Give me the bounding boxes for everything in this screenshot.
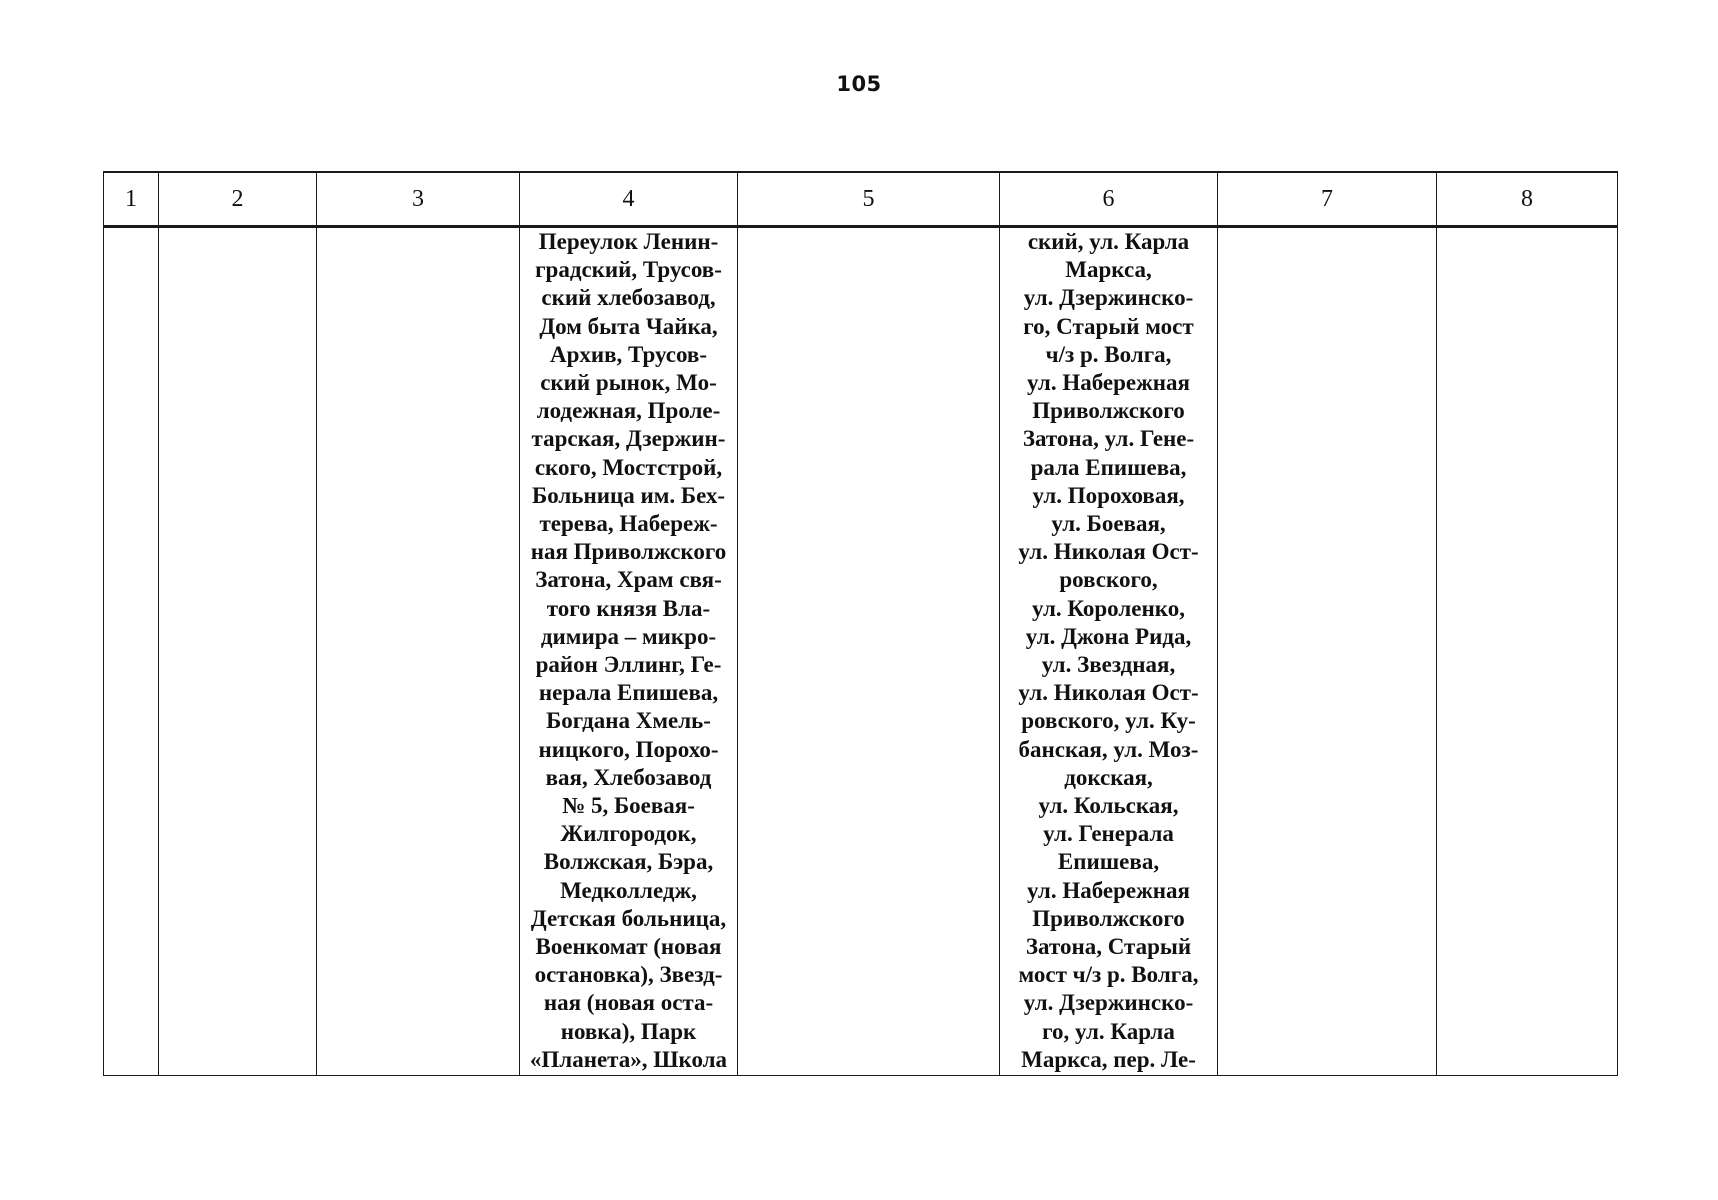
cell-text-line: ул. Дзержинско- <box>1023 990 1194 1016</box>
cell-text-line: Затона, Храм свя- <box>535 567 722 593</box>
cell-text-line: тарская, Дзержин- <box>531 426 726 452</box>
page-number: 105 <box>836 72 882 96</box>
cell-text-line: Богдана Хмель- <box>546 708 711 734</box>
column-header-3: 3 <box>317 172 520 227</box>
cell-text-line: Затона, Старый <box>1025 934 1192 960</box>
cell-text-line: мост ч/з р. Волга, <box>1018 962 1199 988</box>
cell-text-line: ского, Мостстрой, <box>534 454 723 480</box>
cell-text-line: новка), Парк <box>560 1018 697 1044</box>
cell-text-line: ул. Дзержинско- <box>1023 285 1194 311</box>
cell-text-line: № 5, Боевая- <box>562 793 695 819</box>
cell-col5 <box>738 227 1000 1076</box>
cell-text-line: Затона, ул. Гене- <box>1022 426 1195 452</box>
cell-text-line: Детская больница, <box>530 905 727 931</box>
cell-text-line: Больница им. Бех- <box>531 482 725 508</box>
cell-text-line: терева, Набереж- <box>539 511 718 537</box>
cell-text-line: Епишева, <box>1057 849 1160 875</box>
cell-text-line: Жилгородок, <box>560 821 697 847</box>
cell-text-line: лодежная, Проле- <box>536 398 721 424</box>
cell-text-line: ная (новая оста- <box>543 990 714 1016</box>
cell-col1 <box>104 227 159 1076</box>
cell-text-line: рала Епишева, <box>1030 454 1187 480</box>
cell-text-line: ский рынок, Мо- <box>540 370 717 396</box>
cell-col3 <box>317 227 520 1076</box>
cell-text-line: ницкого, Порохо- <box>538 736 719 762</box>
cell-text-line: ул. Звездная, <box>1041 652 1176 678</box>
cell-text-line: ул. Кольская, <box>1038 793 1179 819</box>
cell-text-line: ная Приволжского <box>530 539 727 565</box>
cell-text-line: ул. Пороховая, <box>1032 482 1185 508</box>
cell-text-line: го, ул. Карла <box>1042 1018 1175 1044</box>
cell-text-line: Дом быта Чайка, <box>539 313 718 339</box>
cell-text-line: Архив, Трусов- <box>549 341 708 367</box>
cell-col6-streets <box>1000 227 1218 1076</box>
cell-text-line: Военкомат (новая <box>535 934 722 960</box>
cell-text-line: ул. Николая Ост- <box>1018 680 1199 706</box>
cell-text-line: Маркса, <box>1065 257 1152 283</box>
cell-text-line: димира – микро- <box>540 623 717 649</box>
cell-text-line: ровского, <box>1059 567 1158 593</box>
column-header-6: 6 <box>1000 172 1218 227</box>
column-header-8: 8 <box>1437 172 1618 227</box>
cell-col8 <box>1437 227 1618 1076</box>
column-header-1: 1 <box>104 172 159 227</box>
cell-text-line: ул. Генерала <box>1043 821 1174 847</box>
cell-text-line: Приволжского <box>1032 398 1185 424</box>
column-header-2: 2 <box>159 172 317 227</box>
cell-text-line: остановка), Звезд- <box>534 962 723 988</box>
cell-text-line: ул. Набережная <box>1027 877 1190 903</box>
cell-text-line: Волжская, Бэра, <box>543 849 714 875</box>
cell-text-line: того князя Вла- <box>546 595 711 621</box>
cell-text-line: градский, Трусов- <box>535 257 722 283</box>
cell-text-line: ский хлебозавод, <box>541 285 716 311</box>
cell-text-line: го, Старый мост <box>1023 313 1194 339</box>
cell-text-line: докская, <box>1064 764 1153 790</box>
route-table <box>103 171 1618 1076</box>
cell-text-line: банская, ул. Моз- <box>1018 736 1199 762</box>
cell-text-line: Приволжского <box>1032 905 1185 931</box>
cell-text-line: Маркса, пер. Ле- <box>1021 1046 1196 1072</box>
cell-text-line: нерала Епишева, <box>538 680 719 706</box>
column-header-4: 4 <box>520 172 738 227</box>
cell-text-line: ровского, ул. Ку- <box>1021 708 1196 734</box>
cell-text-line: ул. Набережная <box>1027 370 1190 396</box>
cell-text-line: район Эллинг, Ге- <box>535 652 722 678</box>
cell-text-line: ул. Николая Ост- <box>1018 539 1199 565</box>
cell-text-line: ул. Короленко, <box>1032 595 1185 621</box>
column-header-5: 5 <box>738 172 1000 227</box>
cell-text-line: Переулок Ленин- <box>538 229 719 254</box>
cell-col4-stops <box>520 227 738 1076</box>
cell-text-line: Медколледж, <box>560 877 697 903</box>
header-row <box>104 172 1618 227</box>
cell-col7 <box>1218 227 1437 1076</box>
table-row <box>104 227 1618 1076</box>
cell-text-line: «Планета», Школа <box>529 1046 728 1072</box>
column-header-7: 7 <box>1218 172 1437 227</box>
cell-col2 <box>159 227 317 1076</box>
cell-text-line: ский, ул. Карла <box>1027 229 1190 254</box>
cell-text-line: ул. Боевая, <box>1051 511 1166 537</box>
cell-text-line: вая, Хлебозавод <box>545 764 712 790</box>
cell-text-line: ул. Джона Рида, <box>1025 623 1192 649</box>
cell-text-line: ч/з р. Волга, <box>1045 341 1172 367</box>
